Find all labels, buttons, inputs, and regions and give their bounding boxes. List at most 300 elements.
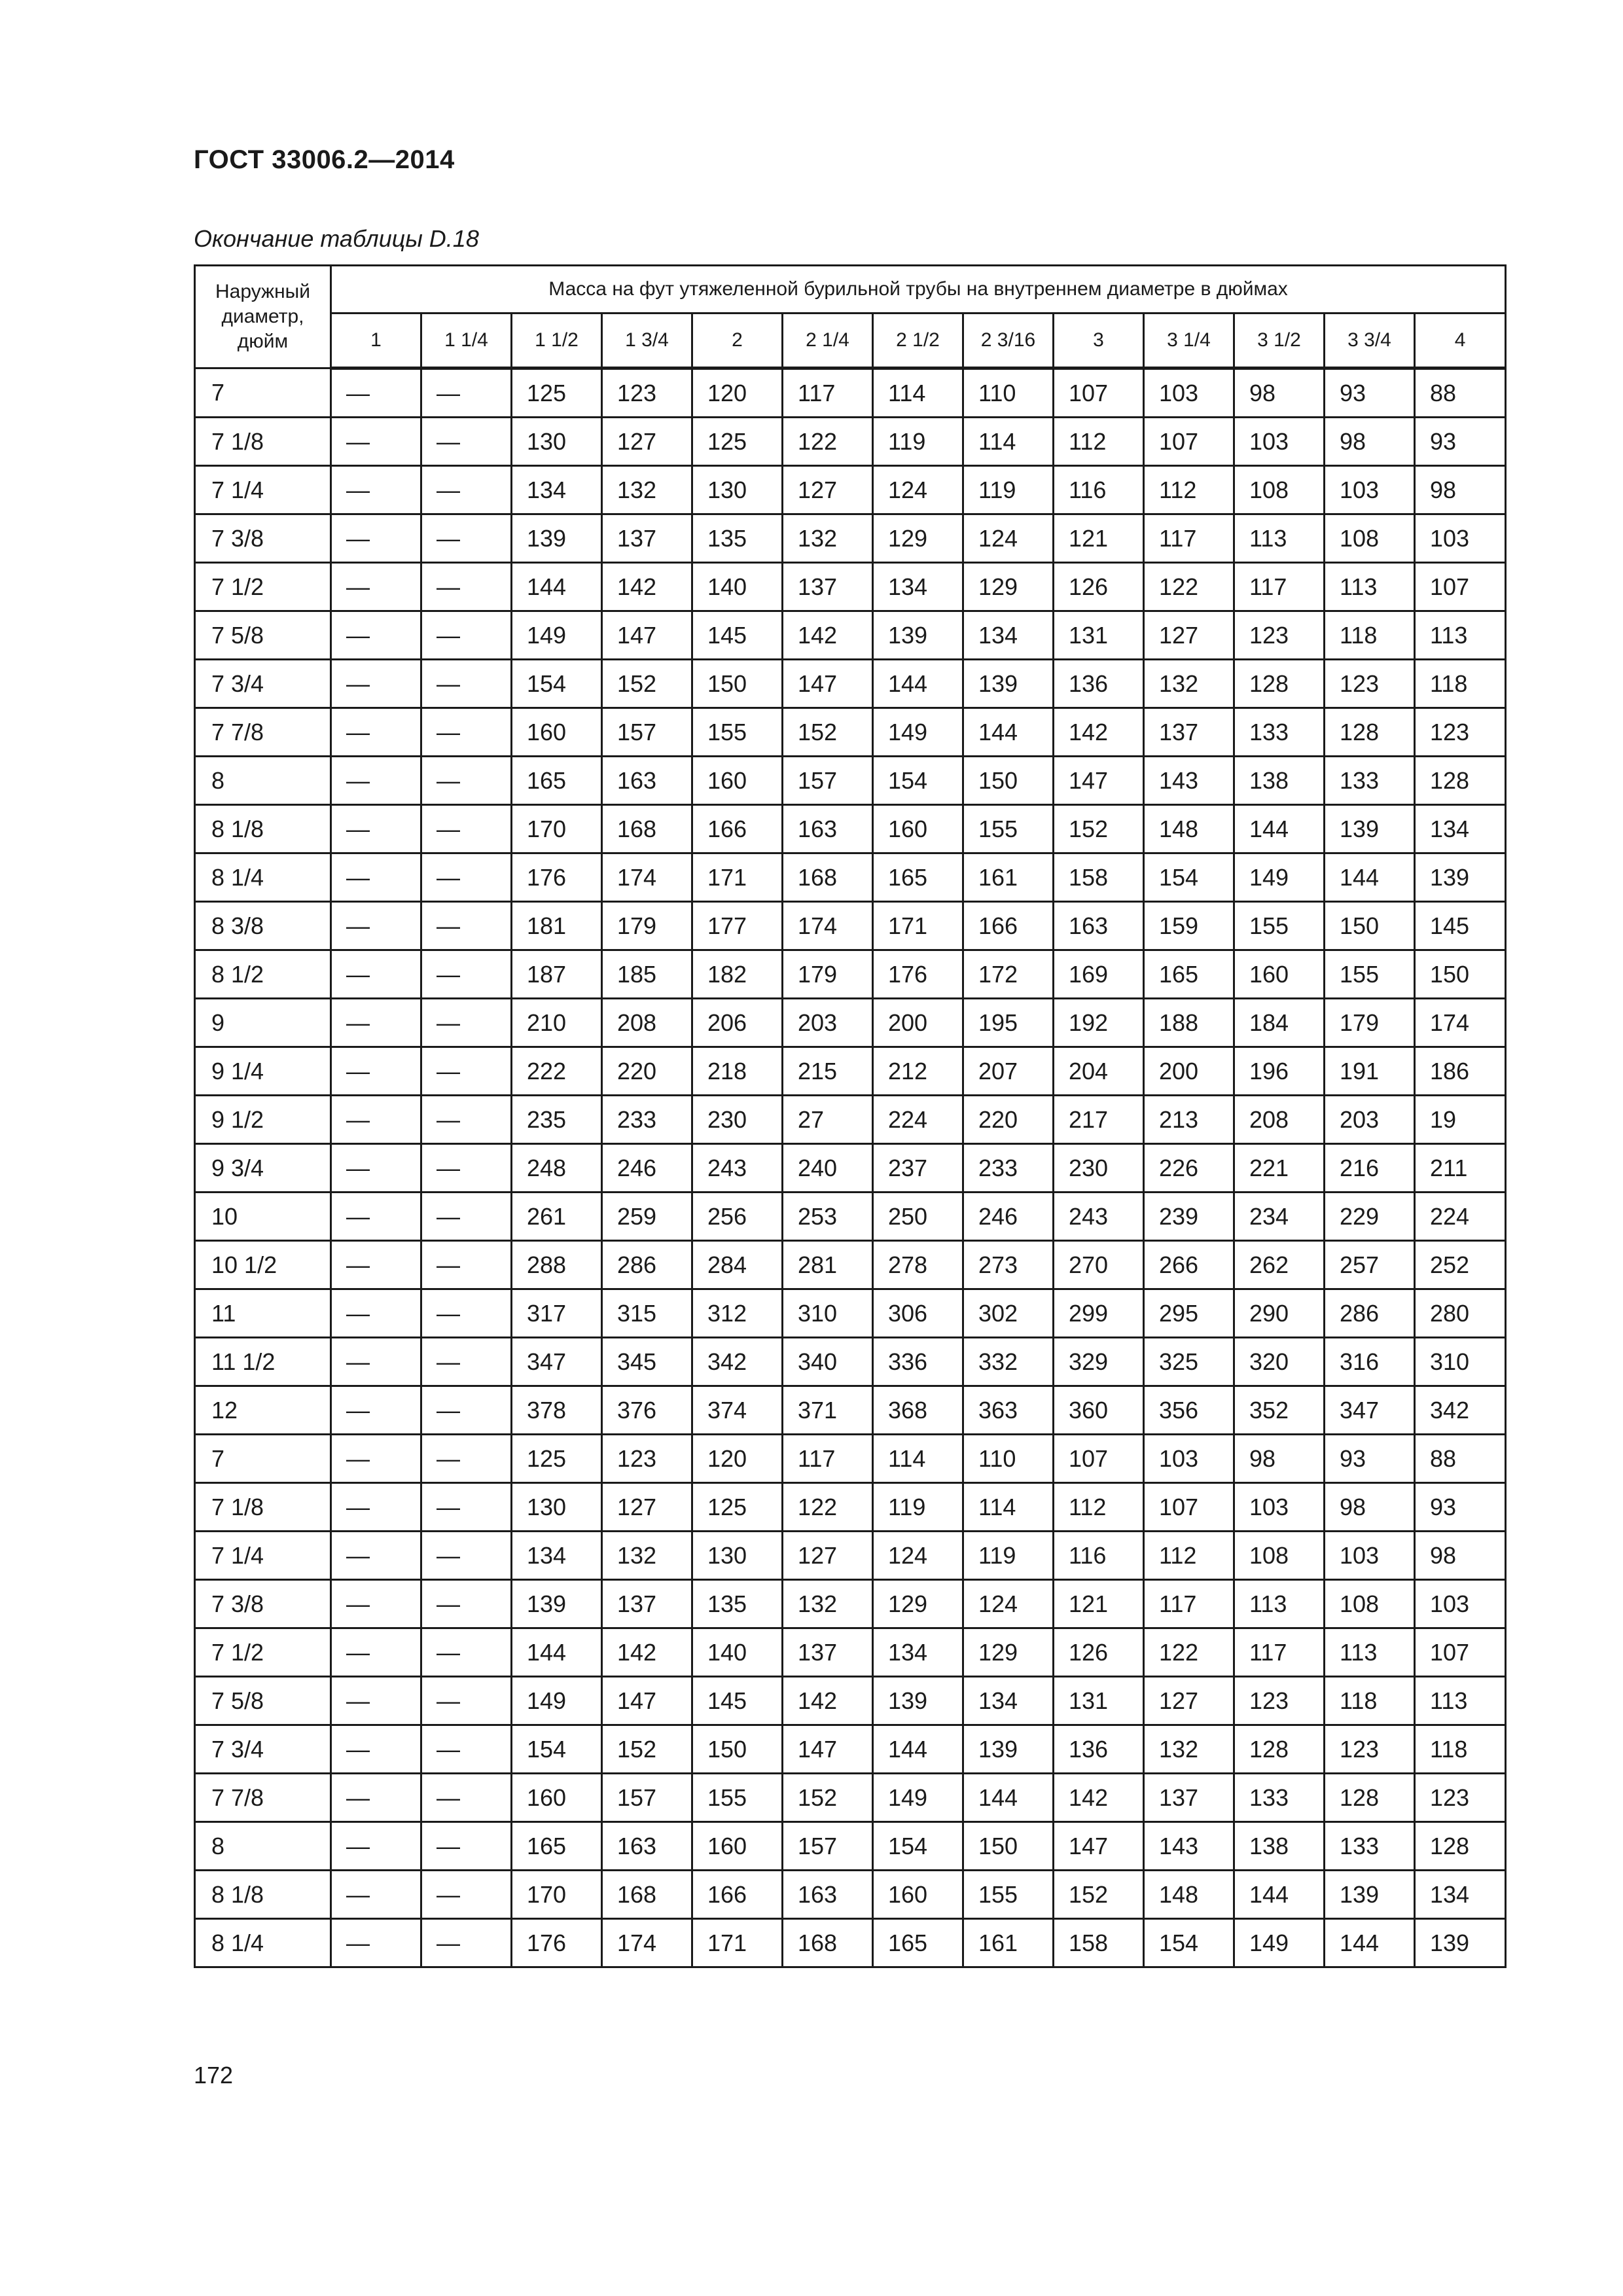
table-row (195, 1386, 1506, 1435)
mass-cell: 98 (1415, 466, 1506, 514)
mass-cell: 150 (692, 1725, 783, 1774)
mass-cell: 107 (1144, 1483, 1234, 1532)
mass-cell: — (421, 757, 512, 805)
mass-cell: 123 (602, 1435, 692, 1483)
mass-cell: 113 (1415, 1677, 1506, 1725)
mass-cell: 163 (602, 757, 692, 805)
table-row (195, 999, 1506, 1047)
mass-cell: 150 (692, 660, 783, 708)
mass-cell: 118 (1325, 1677, 1415, 1725)
mass-cell: 144 (512, 1628, 602, 1677)
mass-cell: 128 (1415, 1822, 1506, 1871)
mass-cell: 186 (1415, 1047, 1506, 1096)
mass-cell: 126 (1054, 563, 1144, 611)
mass-cell: — (421, 1532, 512, 1580)
mass-cell: 290 (1234, 1289, 1325, 1338)
mass-cell: 107 (1415, 563, 1506, 611)
table-row (195, 1532, 1506, 1580)
mass-cell: 237 (873, 1144, 963, 1193)
mass-cell: 284 (692, 1241, 783, 1289)
mass-cell: 246 (963, 1193, 1054, 1241)
mass-cell: 158 (1054, 853, 1144, 902)
mass-cell: — (331, 1871, 421, 1919)
mass-cell: 273 (963, 1241, 1054, 1289)
mass-cell: 137 (602, 1580, 692, 1628)
mass-cell: 139 (1325, 1871, 1415, 1919)
mass-cell: 116 (1054, 1532, 1144, 1580)
outer-diameter-cell: 7 1/4 (195, 1532, 331, 1580)
mass-cell: — (421, 1822, 512, 1871)
mass-cell: 374 (692, 1386, 783, 1435)
mass-cell: 113 (1325, 563, 1415, 611)
mass-cell: 145 (692, 611, 783, 660)
mass-cell: 144 (963, 708, 1054, 757)
mass-cell: 145 (692, 1677, 783, 1725)
inner-diameter-header-cell: 1 1/2 (512, 314, 602, 368)
mass-cell: — (421, 1193, 512, 1241)
mass-cell: 149 (873, 708, 963, 757)
mass-cell: 113 (1325, 1628, 1415, 1677)
mass-cell: 224 (873, 1096, 963, 1144)
mass-cell: — (331, 999, 421, 1047)
mass-cell: 166 (692, 1871, 783, 1919)
mass-cell: — (331, 1047, 421, 1096)
mass-cell: 312 (692, 1289, 783, 1338)
mass-cell: 192 (1054, 999, 1144, 1047)
mass-cell: 170 (512, 1871, 602, 1919)
mass-cell: 119 (963, 1532, 1054, 1580)
mass-cell: 210 (512, 999, 602, 1047)
mass-cell: 129 (963, 1628, 1054, 1677)
outer-diameter-cell: 10 1/2 (195, 1241, 331, 1289)
mass-cell: 160 (692, 1822, 783, 1871)
mass-cell: 88 (1415, 368, 1506, 418)
mass-cell: 132 (602, 1532, 692, 1580)
mass-cell: 166 (963, 902, 1054, 950)
outer-diameter-cell: 9 1/4 (195, 1047, 331, 1096)
mass-cell: 243 (1054, 1193, 1144, 1241)
table-row (195, 1628, 1506, 1677)
mass-cell: — (421, 1871, 512, 1919)
mass-cell: 123 (1325, 1725, 1415, 1774)
mass-cell: 170 (512, 805, 602, 853)
mass-cell: 130 (512, 418, 602, 466)
mass-cell: 179 (602, 902, 692, 950)
mass-cell: 132 (1144, 660, 1234, 708)
mass-cell: 142 (1054, 708, 1144, 757)
outer-diameter-cell: 7 3/8 (195, 514, 331, 563)
inner-diameter-header-cell: 1 3/4 (602, 314, 692, 368)
mass-cell: 142 (783, 1677, 873, 1725)
mass-cell: 103 (1325, 466, 1415, 514)
mass-cell: 230 (692, 1096, 783, 1144)
mass-cell: 155 (963, 805, 1054, 853)
mass-cell: 144 (1234, 1871, 1325, 1919)
mass-cell: 133 (1234, 708, 1325, 757)
mass-cell: 27 (783, 1096, 873, 1144)
table-row (195, 1241, 1506, 1289)
mass-cell: 133 (1234, 1774, 1325, 1822)
mass-cell: 124 (963, 1580, 1054, 1628)
mass-cell: 139 (873, 611, 963, 660)
outer-diameter-cell: 8 (195, 1822, 331, 1871)
mass-cell: 144 (873, 660, 963, 708)
mass-cell: 171 (692, 1919, 783, 1967)
mass-cell: 253 (783, 1193, 873, 1241)
mass-cell: 174 (1415, 999, 1506, 1047)
mass-cell: 139 (1415, 853, 1506, 902)
mass-cell: 129 (873, 514, 963, 563)
mass-cell: 168 (602, 1871, 692, 1919)
mass-cell: — (331, 1628, 421, 1677)
mass-cell: 158 (1054, 1919, 1144, 1967)
mass-cell: — (331, 1386, 421, 1435)
mass-cell: 98 (1325, 1483, 1415, 1532)
outer-diameter-cell: 7 5/8 (195, 611, 331, 660)
mass-cell: 137 (783, 563, 873, 611)
mass-cell: 211 (1415, 1144, 1506, 1193)
mass-cell: — (421, 1677, 512, 1725)
mass-cell: 329 (1054, 1338, 1144, 1386)
mass-cell: 123 (1415, 1774, 1506, 1822)
outer-diameter-cell: 11 (195, 1289, 331, 1338)
mass-cell: 286 (602, 1241, 692, 1289)
mass-cell: 155 (692, 1774, 783, 1822)
outer-diameter-cell: 7 7/8 (195, 708, 331, 757)
mass-cell: 203 (1325, 1096, 1415, 1144)
outer-diameter-cell: 9 (195, 999, 331, 1047)
mass-cell: 310 (783, 1289, 873, 1338)
table-row (195, 418, 1506, 466)
mass-cell: 139 (512, 1580, 602, 1628)
table-row (195, 1047, 1506, 1096)
mass-cell: 239 (1144, 1193, 1234, 1241)
mass-cell: 174 (783, 902, 873, 950)
mass-cell: 107 (1054, 1435, 1144, 1483)
mass-cell: 155 (1234, 902, 1325, 950)
mass-cell: 252 (1415, 1241, 1506, 1289)
mass-cell: 117 (1144, 514, 1234, 563)
mass-cell: 157 (783, 757, 873, 805)
mass-cell: — (331, 514, 421, 563)
mass-cell: 191 (1325, 1047, 1415, 1096)
mass-cell: — (331, 757, 421, 805)
mass-cell: 281 (783, 1241, 873, 1289)
mass-cell: 352 (1234, 1386, 1325, 1435)
mass-cell: 143 (1144, 1822, 1234, 1871)
mass-cell: 152 (602, 660, 692, 708)
outer-diameter-cell: 7 1/4 (195, 466, 331, 514)
mass-cell: 368 (873, 1386, 963, 1435)
mass-cell: — (331, 1483, 421, 1532)
mass-cell: 147 (602, 611, 692, 660)
mass-cell: 112 (1054, 1483, 1144, 1532)
mass-cell: 110 (963, 368, 1054, 418)
mass-cell: 270 (1054, 1241, 1144, 1289)
mass-cell: 107 (1415, 1628, 1506, 1677)
mass-cell: 220 (602, 1047, 692, 1096)
mass-cell: 154 (512, 1725, 602, 1774)
mass-cell: 148 (1144, 805, 1234, 853)
mass-cell: 181 (512, 902, 602, 950)
mass-cell: 149 (512, 611, 602, 660)
table-row (195, 853, 1506, 902)
mass-cell: — (331, 1096, 421, 1144)
inner-diameter-header-cell: 2 (692, 314, 783, 368)
mass-cell: 119 (873, 1483, 963, 1532)
mass-cell: 256 (692, 1193, 783, 1241)
mass-cell: 144 (1325, 853, 1415, 902)
mass-cell: 147 (602, 1677, 692, 1725)
mass-cell: 93 (1415, 1483, 1506, 1532)
outer-diameter-cell: 8 1/8 (195, 805, 331, 853)
table-row (195, 950, 1506, 999)
outer-diameter-cell: 7 1/2 (195, 1628, 331, 1677)
inner-diameter-header-cell: 1 1/4 (421, 314, 512, 368)
mass-cell: 139 (1415, 1919, 1506, 1967)
mass-cell: 159 (1144, 902, 1234, 950)
mass-cell: 152 (783, 708, 873, 757)
mass-cell: 188 (1144, 999, 1234, 1047)
mass-cell: 142 (1054, 1774, 1144, 1822)
table-row (195, 1435, 1506, 1483)
mass-cell: 257 (1325, 1241, 1415, 1289)
mass-cell: — (331, 1144, 421, 1193)
mass-cell: — (331, 1580, 421, 1628)
mass-cell: 155 (692, 708, 783, 757)
mass-cell: 150 (1415, 950, 1506, 999)
mass-cell: 145 (1415, 902, 1506, 950)
mass-cell: 123 (1325, 660, 1415, 708)
mass-cell: — (421, 1047, 512, 1096)
mass-cell: 161 (963, 853, 1054, 902)
mass-cell: — (421, 1289, 512, 1338)
table-row (195, 902, 1506, 950)
mass-cell: 103 (1415, 514, 1506, 563)
table-row (195, 660, 1506, 708)
mass-cell: 123 (602, 368, 692, 418)
mass-cell: 123 (1415, 708, 1506, 757)
mass-cell: 157 (783, 1822, 873, 1871)
mass-cell: — (331, 1241, 421, 1289)
inner-diameter-header-cell: 3 3/4 (1325, 314, 1415, 368)
mass-cell: 163 (1054, 902, 1144, 950)
outer-diameter-cell: 7 3/4 (195, 660, 331, 708)
mass-cell: — (421, 1241, 512, 1289)
mass-cell: 150 (1325, 902, 1415, 950)
mass-cell: 347 (512, 1338, 602, 1386)
mass-cell: — (421, 660, 512, 708)
mass-cell: 114 (963, 1483, 1054, 1532)
mass-cell: 121 (1054, 1580, 1144, 1628)
table-row (195, 1096, 1506, 1144)
inner-diameter-header-row (195, 314, 1506, 368)
mass-cell: — (421, 514, 512, 563)
mass-cell: 174 (602, 1919, 692, 1967)
mass-cell: — (331, 368, 421, 418)
mass-cell: 179 (1325, 999, 1415, 1047)
mass-cell: 124 (963, 514, 1054, 563)
table-row (195, 514, 1506, 563)
mass-cell: 113 (1234, 1580, 1325, 1628)
mass-cell: 132 (602, 466, 692, 514)
mass-cell: 122 (1144, 1628, 1234, 1677)
mass-cell: 127 (1144, 611, 1234, 660)
mass-cell: — (331, 660, 421, 708)
mass-cell: 336 (873, 1338, 963, 1386)
mass-cell: 117 (783, 1435, 873, 1483)
mass-cell: 208 (1234, 1096, 1325, 1144)
mass-cell: 113 (1415, 611, 1506, 660)
mass-cell: 144 (963, 1774, 1054, 1822)
mass-cell: 165 (512, 757, 602, 805)
mass-cell: 171 (873, 902, 963, 950)
mass-cell: 206 (692, 999, 783, 1047)
mass-cell: — (331, 1725, 421, 1774)
mass-cell: — (331, 611, 421, 660)
table-header (195, 266, 1506, 368)
mass-cell: 137 (783, 1628, 873, 1677)
mass-cell: — (331, 708, 421, 757)
mass-cell: 320 (1234, 1338, 1325, 1386)
mass-cell: 110 (963, 1435, 1054, 1483)
mass-cell: 134 (963, 611, 1054, 660)
mass-cell: 122 (783, 1483, 873, 1532)
mass-cell: 128 (1415, 757, 1506, 805)
table-row (195, 805, 1506, 853)
mass-cell: 266 (1144, 1241, 1234, 1289)
mass-cell: 112 (1054, 418, 1144, 466)
mass-cell: 310 (1415, 1338, 1506, 1386)
mass-cell: 124 (873, 466, 963, 514)
mass-cell: 166 (692, 805, 783, 853)
mass-cell: 163 (602, 1822, 692, 1871)
mass-cell: 103 (1144, 1435, 1234, 1483)
mass-cell: — (331, 1338, 421, 1386)
mass-cell: 123 (1234, 611, 1325, 660)
mass-cell: 207 (963, 1047, 1054, 1096)
mass-cell: 136 (1054, 1725, 1144, 1774)
mass-cell: 112 (1144, 466, 1234, 514)
mass-cell: 222 (512, 1047, 602, 1096)
mass-cell: 107 (1144, 418, 1234, 466)
mass-cell: 134 (963, 1677, 1054, 1725)
outer-diameter-cell: 7 (195, 1435, 331, 1483)
outer-diameter-cell: 8 (195, 757, 331, 805)
mass-cell: 125 (512, 368, 602, 418)
mass-cell: 147 (1054, 757, 1144, 805)
mass-cell: — (331, 950, 421, 999)
mass-cell: 127 (1144, 1677, 1234, 1725)
mass-cell: 93 (1325, 368, 1415, 418)
mass-cell: 134 (512, 1532, 602, 1580)
outer-diameter-cell: 7 1/8 (195, 1483, 331, 1532)
mass-cell: 149 (1234, 853, 1325, 902)
mass-cell: 128 (1234, 660, 1325, 708)
mass-cell: 325 (1144, 1338, 1234, 1386)
mass-cell: 131 (1054, 1677, 1144, 1725)
mass-cell: — (331, 902, 421, 950)
mass-cell: 139 (512, 514, 602, 563)
outer-diameter-cell: 9 3/4 (195, 1144, 331, 1193)
table-row (195, 368, 1506, 418)
mass-cell: 160 (512, 1774, 602, 1822)
mass-cell: 125 (692, 1483, 783, 1532)
mass-cell: 215 (783, 1047, 873, 1096)
mass-cell: 163 (783, 1871, 873, 1919)
table-row (195, 1580, 1506, 1628)
mass-cell: 19 (1415, 1096, 1506, 1144)
mass-cell: 127 (602, 418, 692, 466)
mass-cell: 125 (692, 418, 783, 466)
mass-cell: 371 (783, 1386, 873, 1435)
mass-cell: 147 (783, 660, 873, 708)
mass-cell: 139 (963, 1725, 1054, 1774)
mass-cell: 124 (873, 1532, 963, 1580)
mass-cell: 129 (873, 1580, 963, 1628)
mass-cell: 116 (1054, 466, 1144, 514)
mass-cell: — (421, 708, 512, 757)
mass-cell: 147 (1054, 1822, 1144, 1871)
mass-cell: 171 (692, 853, 783, 902)
mass-cell: 93 (1415, 418, 1506, 466)
mass-cell: 160 (873, 1871, 963, 1919)
mass-cell: 132 (1144, 1725, 1234, 1774)
mass-cell: 137 (602, 514, 692, 563)
mass-cell: 147 (783, 1725, 873, 1774)
mass-cell: 98 (1325, 418, 1415, 466)
mass-cell: 98 (1234, 1435, 1325, 1483)
mass-cell: — (421, 1144, 512, 1193)
mass-cell: — (331, 1822, 421, 1871)
mass-cell: — (331, 805, 421, 853)
table-row (195, 1193, 1506, 1241)
mass-cell: 144 (1325, 1919, 1415, 1967)
mass-cell: 160 (512, 708, 602, 757)
mass-cell: 137 (1144, 1774, 1234, 1822)
mass-cell: 128 (1325, 708, 1415, 757)
table-row (195, 563, 1506, 611)
mass-cell: — (421, 999, 512, 1047)
mass-cell: 154 (1144, 1919, 1234, 1967)
mass-cell: 127 (602, 1483, 692, 1532)
inner-diameter-header-cell: 1 (331, 314, 421, 368)
mass-cell: 142 (783, 611, 873, 660)
mass-cell: 168 (783, 1919, 873, 1967)
mass-cell: 262 (1234, 1241, 1325, 1289)
mass-cell: — (421, 563, 512, 611)
mass-cell: 234 (1234, 1193, 1325, 1241)
mass-cell: — (331, 1289, 421, 1338)
mass-cell: 187 (512, 950, 602, 999)
outer-diameter-cell: 7 7/8 (195, 1774, 331, 1822)
table-row (195, 1822, 1506, 1871)
mass-cell: 152 (1054, 805, 1144, 853)
mass-cell: 302 (963, 1289, 1054, 1338)
mass-cell: — (331, 466, 421, 514)
mass-cell: 213 (1144, 1096, 1234, 1144)
outer-diameter-cell: 8 1/8 (195, 1871, 331, 1919)
outer-diameter-cell: 7 (195, 368, 331, 418)
mass-cell: 142 (602, 1628, 692, 1677)
mass-cell: 216 (1325, 1144, 1415, 1193)
mass-cell: 107 (1054, 368, 1144, 418)
mass-cell: 154 (873, 757, 963, 805)
outer-diameter-cell: 10 (195, 1193, 331, 1241)
outer-diameter-cell: 12 (195, 1386, 331, 1435)
mass-cell: 295 (1144, 1289, 1234, 1338)
mass-cell: 185 (602, 950, 692, 999)
